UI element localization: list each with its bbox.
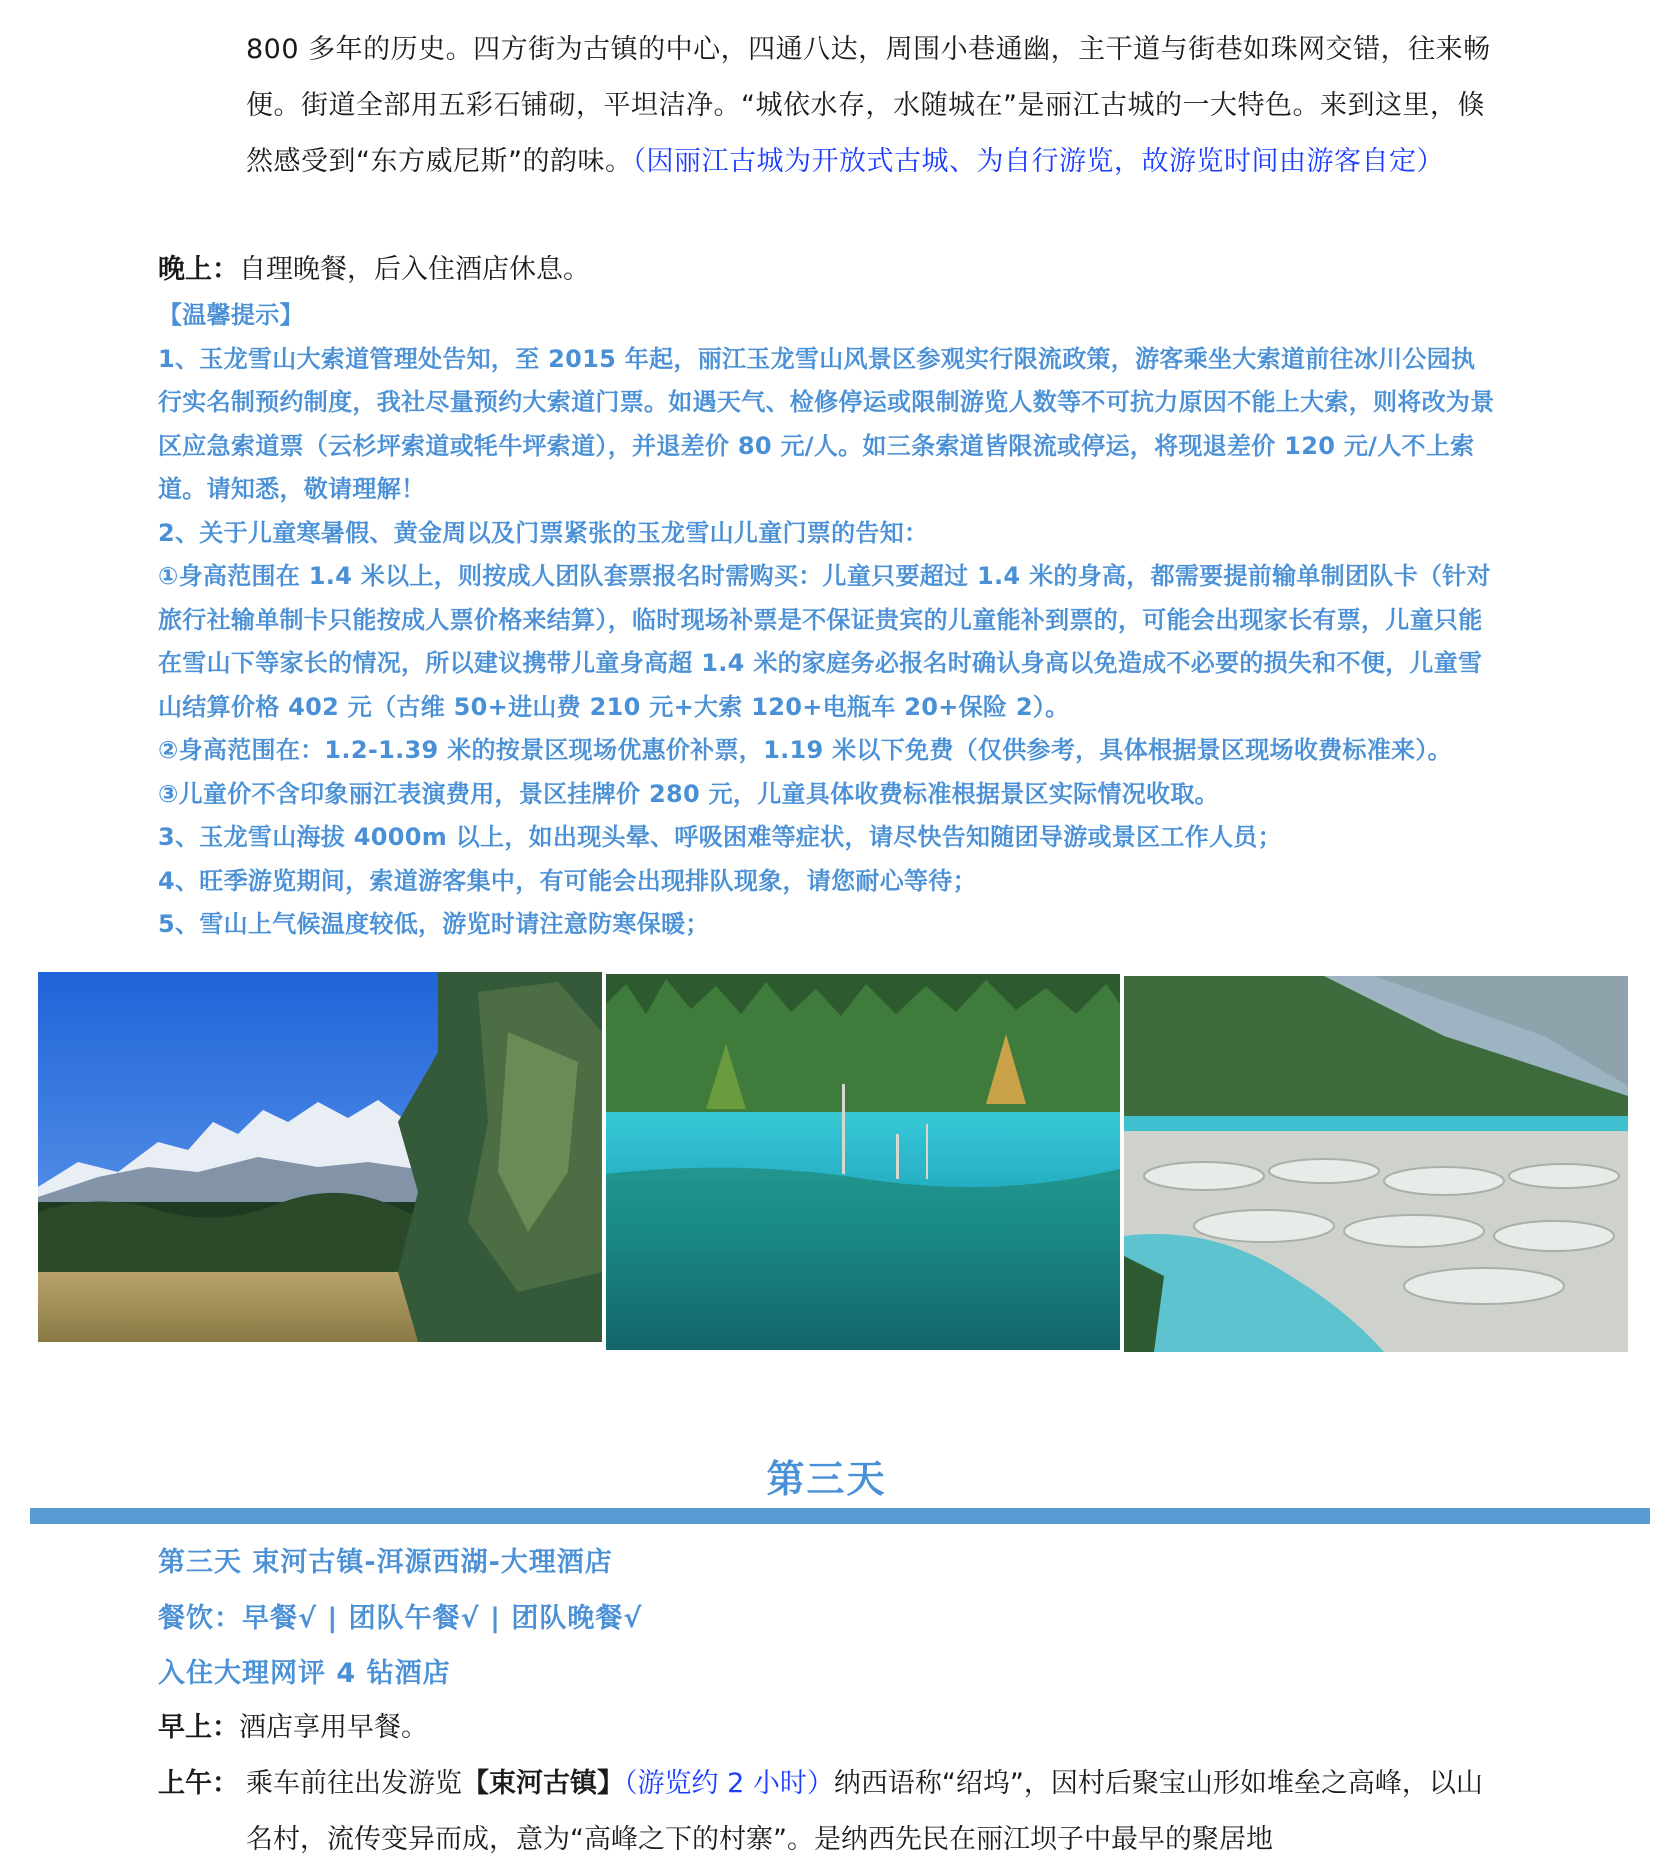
day-heading: 第三天	[766, 1457, 887, 1501]
day-divider-bar	[30, 1508, 1650, 1524]
forenoon-row	[158, 1756, 1498, 1868]
snow-mountain-image	[38, 972, 602, 1342]
morning-text: 酒店享用早餐。	[239, 1712, 428, 1743]
evening-row	[158, 242, 590, 298]
photo-snow-mountain	[38, 972, 602, 1342]
intro-text: 800 多年的历史。四方街为古镇的中心，四通八达，周围小巷通幽，主干道与街巷如珠网交错，往来畅便。街道全部用五彩石铺砌，平坦洁净。“城依水存，水随城在”是丽江古城的一大特色。来到这里，倏然感受到“东方威尼斯”的韵味。	[246, 34, 1491, 177]
tips-title: 【温馨提示】	[158, 301, 304, 329]
tip-item: 5、雪山上气候温度较低，游览时请注意防寒保暖；	[158, 910, 710, 938]
forenoon-text-b: 纳西语称“绍坞”，因村后聚宝山形如堆垒之高峰，以山名村，流传变异而成，意为“高峰之下的村寨”。是纳西先民在丽江坝子中最早的聚居地	[246, 1768, 1483, 1855]
tip-item: 3、玉龙雪山海拔 4000m 以上，如出现头晕、呼吸困难等症状，请尽快告知随团导游或景区工作人员；	[158, 823, 1282, 851]
forenoon-highlight: 【束河古镇】	[462, 1768, 624, 1799]
intro-paragraph	[246, 22, 1496, 190]
photo-blue-lake	[606, 974, 1120, 1350]
tip-item: 2、关于儿童寒暑假、黄金周以及门票紧张的玉龙雪山儿童门票的告知：	[158, 518, 929, 547]
evening-label: 晚上：	[158, 254, 239, 285]
white-water-image	[1124, 976, 1628, 1352]
forenoon-text-a: 乘车前往出发游览	[246, 1768, 462, 1799]
forenoon-duration: （游览约 2 小时）	[624, 1768, 834, 1799]
blue-lake-image	[606, 974, 1120, 1350]
tip-item: 4、旺季游览期间，索道游客集中，有可能会出现排队现象，请您耐心等待；	[158, 866, 977, 895]
photo-white-water-terraces	[1124, 976, 1628, 1352]
morning-row	[158, 1700, 428, 1756]
tip-item: ①身高范围在 1.4 米以上，则按成人团队套票报名时需购买：儿童只要超过 1.4 米的身高，都需要提前输单制团队卡（针对旅行社输单制卡只能按成人票价格来结算），临时现场补票是不保证贵宾的儿童能补到票的，可能会出现家长有票，儿童只能在雪山下等家长的情况，所以建议携带儿童身高超 1.4 米的家庭务必报名时确认身高以免造成不必要的损失和不便，儿童雪山结算价格 402 元（古维 50+进山费 210 元+大索 120+电瓶车 20+保险 2）。	[158, 562, 1491, 721]
forenoon-label: 上午：	[158, 1768, 239, 1799]
morning-label: 早上：	[158, 1712, 239, 1743]
day-route: 第三天 束河古镇-洱源西湖-大理酒店	[158, 1547, 613, 1578]
day-meals: 餐饮：早餐√ | 团队午餐√ | 团队晚餐√	[158, 1603, 643, 1634]
tip-item: 1、玉龙雪山大索道管理处告知，至 2015 年起，丽江玉龙雪山风景区参观实行限流政策，游客乘坐大索道前往冰川公园执行实名制预约制度，我社尽量预约大索道门票。如遇天气、检修停运或限制游览人数等不可抗力原因不能上大索，则将改为景区应急索道票（云杉坪索道或牦牛坪索道），并退差价 80 元/人。如三条索道皆限流或停运，将现退差价 120 元/人不上索道。请知悉，敬请理解！	[158, 344, 1495, 503]
evening-text: 自理晚餐，后入住酒店休息。	[239, 254, 590, 285]
tip-item: ②身高范围在：1.2-1.39 米的按景区现场优惠价补票，1.19 米以下免费（仅供参考，具体根据景区现场收费标准来）。	[158, 736, 1452, 764]
day-hotel: 入住大理网评 4 钻酒店	[158, 1658, 451, 1689]
intro-note: （因丽江古城为开放式古城、为自行游览，故游览时间由游客自定）	[632, 146, 1444, 177]
tips-section	[158, 294, 1498, 947]
tip-item: ③儿童价不含印象丽江表演费用，景区挂牌价 280 元，儿童具体收费标准根据景区实际情况收取。	[158, 779, 1219, 808]
